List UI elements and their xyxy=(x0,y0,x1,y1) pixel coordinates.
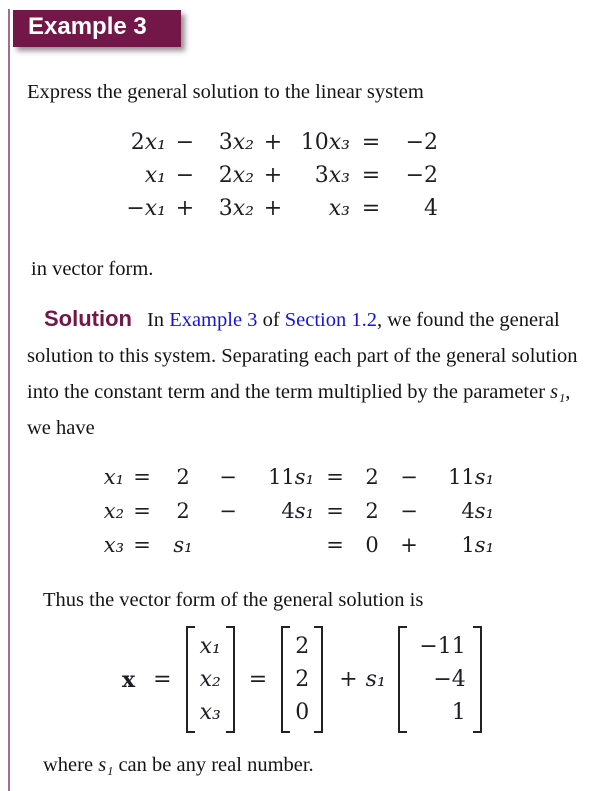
after-system-text: in vector form. xyxy=(31,258,154,280)
eq-term: 2x₁ xyxy=(130,130,166,155)
matrix-entry: −11 xyxy=(419,634,466,659)
eq-lhs: x₁ xyxy=(103,465,124,489)
matrix-entry: 2 xyxy=(295,667,310,692)
eq-operator: − xyxy=(219,499,237,523)
eq-term: 2x₂ xyxy=(218,163,254,188)
eq-operator: − xyxy=(219,465,237,489)
right-bracket xyxy=(314,626,323,733)
plus-sign: + xyxy=(339,667,358,692)
eq-const: 2 xyxy=(365,499,379,523)
solution-text: In xyxy=(146,309,170,331)
example-3-link[interactable]: Example 3 xyxy=(169,309,258,331)
eq-operator: + xyxy=(263,163,283,188)
matrix-entry: −4 xyxy=(433,667,466,692)
eq-rhs: −2 xyxy=(405,163,438,188)
eq-equals: = xyxy=(361,196,381,221)
right-bracket xyxy=(473,626,482,733)
example-header-title: Example 3 xyxy=(28,13,147,40)
linear-system xyxy=(112,126,602,225)
solution-heading: Solution xyxy=(44,306,132,331)
solution-equations xyxy=(88,460,602,562)
eq-operator: − xyxy=(175,130,195,155)
eq-term: x₃ xyxy=(328,196,350,221)
closing-text: can be any real number. xyxy=(113,754,314,776)
variable-vector xyxy=(186,626,235,733)
intro-paragraph: Express the general solution to the linear system xyxy=(27,81,424,103)
eq-equals: = xyxy=(133,499,151,523)
eq-rhs: 4 xyxy=(424,196,438,221)
eq-term: 10x₃ xyxy=(300,130,350,155)
eq-term: 3x₂ xyxy=(218,130,254,155)
eq-operator xyxy=(206,528,250,562)
left-bracket xyxy=(398,626,407,733)
left-bracket xyxy=(186,626,195,733)
eq-term: 11s₁ xyxy=(268,465,314,489)
thus-paragraph: Thus the vector form of the general solution is xyxy=(43,589,424,611)
parameter-s1: s₁ xyxy=(550,381,566,403)
eq-operator: + xyxy=(175,196,195,221)
eq-equals: = xyxy=(361,130,381,155)
eq-term: x₁ xyxy=(144,163,166,188)
eq-term: 3x₂ xyxy=(218,196,254,221)
eq-lhs: x₃ xyxy=(103,533,124,557)
equals-sign: = xyxy=(153,667,172,692)
eq-const: 2 xyxy=(176,499,190,523)
parameter-s1: s₁ xyxy=(365,667,386,692)
eq-operator: + xyxy=(263,130,283,155)
eq-const: 0 xyxy=(365,533,379,557)
matrix-entry: 0 xyxy=(295,700,310,725)
matrix-entry: 1 xyxy=(451,700,466,725)
eq-equals: = xyxy=(326,533,344,557)
vector-x: x xyxy=(122,666,136,693)
solution-paragraph xyxy=(27,301,594,446)
eq-term: 11s₁ xyxy=(448,465,494,489)
eq-equals: = xyxy=(133,465,151,489)
eq-const: 2 xyxy=(365,465,379,489)
eq-const: s₁ xyxy=(173,533,193,557)
closing-paragraph xyxy=(43,747,602,783)
eq-operator: − xyxy=(400,499,418,523)
eq-term: 3x₃ xyxy=(314,163,350,188)
eq-operator: − xyxy=(400,465,418,489)
parameter-s1: s₁ xyxy=(98,754,114,776)
constant-vector xyxy=(281,626,323,733)
eq-term: −x₁ xyxy=(126,196,166,221)
eq-equals: = xyxy=(326,499,344,523)
direction-vector xyxy=(398,626,482,733)
solution-text: , we have xyxy=(27,381,571,439)
eq-term: 4s₁ xyxy=(461,499,494,523)
eq-operator: + xyxy=(263,196,283,221)
matrix-entry: x₃ xyxy=(199,700,221,725)
matrix-entry: x₁ xyxy=(199,634,221,659)
matrix-entry: x₂ xyxy=(199,667,221,692)
eq-rhs: −2 xyxy=(405,130,438,155)
matrix-entry: 2 xyxy=(295,634,310,659)
solution-text: , we found the general solution to this system. Separating each part of the general solution into the constant term and the term multiplied by the parameter xyxy=(27,309,578,403)
eq-equals: = xyxy=(361,163,381,188)
section-1-2-link[interactable]: Section 1.2 xyxy=(284,309,378,331)
right-bracket xyxy=(226,626,235,733)
eq-operator: − xyxy=(175,163,195,188)
eq-equals: = xyxy=(133,533,151,557)
eq-lhs: x₂ xyxy=(103,499,124,523)
solution-text: of xyxy=(257,309,285,331)
eq-equals: = xyxy=(326,465,344,489)
closing-text: where xyxy=(43,754,99,776)
eq-term xyxy=(250,528,314,562)
eq-term: 1s₁ xyxy=(461,533,494,557)
left-bracket xyxy=(281,626,290,733)
eq-term: 4s₁ xyxy=(281,499,314,523)
eq-const: 2 xyxy=(176,465,190,489)
eq-operator: + xyxy=(400,533,418,557)
equals-sign: = xyxy=(248,667,268,692)
vector-equation xyxy=(122,626,602,733)
